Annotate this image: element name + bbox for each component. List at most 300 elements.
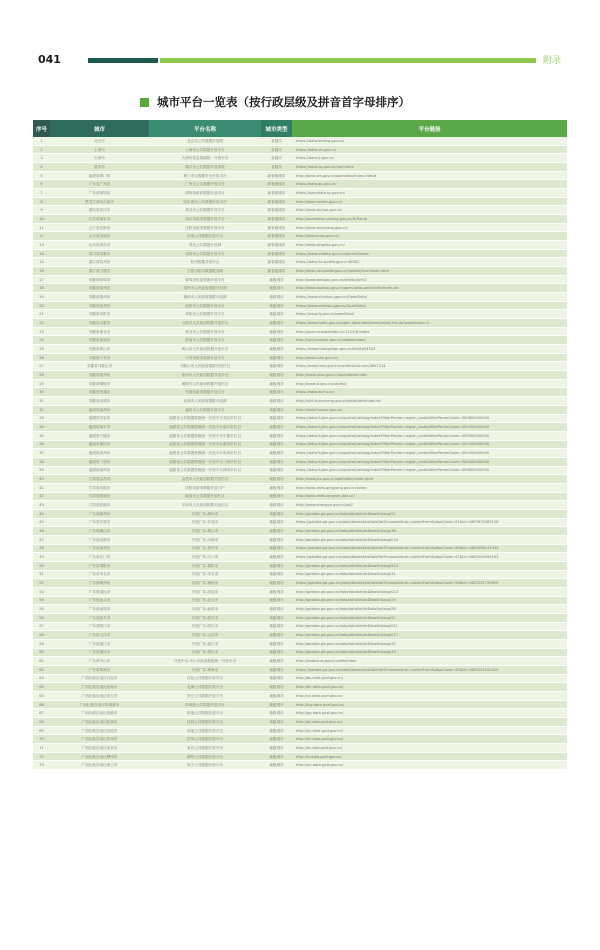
city-cell: 黑龙江省哈尔滨市: [50, 197, 149, 206]
table-row: [33, 518, 567, 527]
platform-link-cell[interactable]: http://gddata.gd.gov.cn/data/dataSet/toDataSet/app/57: [292, 613, 567, 622]
city-cell: 福建省厦门市: [50, 171, 149, 180]
platform-name-cell: 亳州市人民政府数据开放网: [149, 284, 261, 293]
platform-link-cell[interactable]: http://gddata.gd.gov.cn/data/dataSet/toDataSet/app/32: [292, 639, 567, 648]
platform-link-cell[interactable]: https://data.hz.zjzwfw.gov.cn:8082/: [292, 258, 567, 267]
city-type-cell: 地级城市: [261, 683, 292, 692]
city-cell: 广东省阳江市: [50, 622, 149, 631]
index-cell: 59: [33, 639, 50, 648]
table-row: [33, 492, 567, 501]
index-cell: 48: [33, 544, 50, 553]
platform-link-cell[interactable]: https://www.cddata.gov.cn/oportal/index: [292, 249, 567, 258]
table-row: [33, 648, 567, 657]
platform-link-cell[interactable]: http://www.ahsz.gov.cn/opendata/index: [292, 371, 567, 380]
index-cell: 72: [33, 752, 50, 761]
platform-name-cell: 福建省公共数据资源统一开放平台龙岩市栏目: [149, 414, 261, 423]
city-cell: 广西壮族自治区河池市: [50, 726, 149, 735]
platform-name-cell: 开放中山-中山市政府数据统一开放平台: [149, 657, 261, 666]
city-cell: 湖北省武汉市: [50, 206, 149, 215]
city-cell: 广西壮族自治区百色市: [50, 674, 149, 683]
city-cell: 广西壮族自治区贺州市: [50, 735, 149, 744]
city-cell: 安徽省亳州市: [50, 284, 149, 293]
platform-link-cell[interactable]: http://data.nb.zjzwfw.gov.cn/nbdata/fore/index.html: [292, 267, 567, 276]
index-cell: 34: [33, 423, 50, 432]
city-cell: 广东省云浮市: [50, 631, 149, 640]
city-cell: 广东省东莞市: [50, 518, 149, 527]
table-title-text: 城市平台一览表（按行政层级及拼音首字母排序）: [157, 95, 410, 109]
platform-name-cell: 来宾公共数据开放平台: [149, 744, 261, 753]
index-cell: 37: [33, 449, 50, 458]
table-row: [33, 284, 567, 293]
city-cell: 福建省漳州市: [50, 466, 149, 475]
platform-name-cell: 哈尔滨市公共数据开放平台: [149, 197, 261, 206]
platform-link-cell[interactable]: http://data.luan.gov.cn/: [292, 353, 567, 362]
platform-link-cell[interactable]: http://www.bengbu.gov.cn/site/tpl/4901: [292, 275, 567, 284]
platform-link-cell[interactable]: http://www.tl.gov.cn/site/tpl/: [292, 379, 567, 388]
index-cell: 55: [33, 605, 50, 614]
platform-link-cell[interactable]: https://data.tj.gov.cn/: [292, 154, 567, 163]
platform-link-cell[interactable]: http://data.qingdao.gov.cn/: [292, 241, 567, 250]
city-cell: 福建省泉州市: [50, 449, 149, 458]
platform-name-cell: 成都市公共数据开放平台: [149, 249, 261, 258]
table-row: [33, 544, 567, 553]
platform-name-cell: 开放广东-汕尾市: [149, 605, 261, 614]
city-type-cell: 地级城市: [261, 501, 292, 510]
table-row: [33, 744, 567, 753]
header-city: 城市: [50, 120, 149, 137]
platform-link-cell[interactable]: https://data.fujian.gov.cn/oportal/catalog/index?filterParam=region_code&filterParamCode=350400000000: [292, 457, 567, 466]
platform-link-cell[interactable]: http://gddata.gd.gov.cn/data/dataSet/toDataSet/app/510: [292, 561, 567, 570]
platform-link-cell[interactable]: https://www.chuzhou.gov.cn/OpenData/: [292, 293, 567, 302]
city-type-cell: 地级城市: [261, 414, 292, 423]
platform-link-cell[interactable]: http://cz.data.gxzf.gov.cn/: [292, 692, 567, 701]
platform-link-cell[interactable]: https://opendata.sz.gov.cn/: [292, 189, 567, 198]
platform-link-cell[interactable]: http://gddata.gd.gov.cn/data/dataSet/toDataSet/app/31: [292, 570, 567, 579]
city-type-cell: 地级城市: [261, 631, 292, 640]
index-cell: 18: [33, 284, 50, 293]
city-type-cell: 地级城市: [261, 327, 292, 336]
platform-name-cell: 广州市公共数据开放平台: [149, 180, 261, 189]
table-row: [33, 475, 567, 484]
platform-name-cell: 芜湖市政务数据开放平台: [149, 388, 261, 397]
platform-link-cell[interactable]: https://www.hefei.gov.cn/open-data-web/index/index-hfs.do?pageIndex=1: [292, 319, 567, 328]
table-row: [33, 501, 567, 510]
city-type-cell: 地级城市: [261, 648, 292, 657]
table-row: [33, 631, 567, 640]
city-type-cell: 地级城市: [261, 622, 292, 631]
index-cell: 23: [33, 327, 50, 336]
platform-link-cell[interactable]: http://hc.data.gxzf.gov.cn/: [292, 726, 567, 735]
index-cell: 11: [33, 223, 50, 232]
platform-link-cell[interactable]: http://gl.data.gxzf.gov.cn/: [292, 718, 567, 727]
city-type-cell: 地级城市: [261, 405, 292, 414]
platform-link-cell[interactable]: http://data.jinan.gov.cn/: [292, 232, 567, 241]
city-cell: 广东省中山市: [50, 657, 149, 666]
city-type-cell: 地级城市: [261, 692, 292, 701]
platform-name-cell: 滁州市人民政府数据开放网: [149, 293, 261, 302]
platform-link-cell[interactable]: http://gddata.gd.gov.cn/data/dataSet/toDataSet/app/013: [292, 587, 567, 596]
platform-link-cell[interactable]: http://fcg.data.gxzf.gov.cn/: [292, 700, 567, 709]
platform-name-cell: 深圳市政府数据开放平台: [149, 189, 261, 198]
city-type-cell: 地级城市: [261, 535, 292, 544]
city-cell: 安徽省蚌埠市: [50, 275, 149, 284]
platform-name-cell: 开放广东-云浮市: [149, 631, 261, 640]
city-type-cell: 副省级城市: [261, 215, 292, 224]
platform-link-cell[interactable]: http://opendata.nanjing.gov.cn/#/home: [292, 215, 567, 224]
index-cell: 60: [33, 648, 50, 657]
platform-link-cell[interactable]: https://data.wuhu.cn/: [292, 388, 567, 397]
table-row: [33, 596, 567, 605]
table-row: [33, 189, 567, 198]
city-type-cell: 副省级城市: [261, 197, 292, 206]
platform-link-cell[interactable]: https://data.beijing.gov.cn/: [292, 137, 567, 145]
index-cell: 47: [33, 535, 50, 544]
city-cell: 广东省珠海市: [50, 665, 149, 674]
platform-link-cell[interactable]: http://data.xm.gov.cn/opendata/index.html#: [292, 171, 567, 180]
city-cell: 甘肃省张掖市: [50, 501, 149, 510]
platform-link-cell[interactable]: http://zsdata.zs.gov.cn/web/index: [292, 657, 567, 666]
platform-link-cell[interactable]: https://data.fujian.gov.cn/oportal/catalog/index?filterParam=region_code&filterParamCode=350800000000: [292, 414, 567, 423]
city-cell: 福建省龙岩市: [50, 414, 149, 423]
city-type-cell: 地级城市: [261, 553, 292, 562]
city-cell: 广东省肇庆市: [50, 648, 149, 657]
index-cell: 36: [33, 440, 50, 449]
city-cell: 安徽省合肥市: [50, 319, 149, 328]
table-row: [33, 457, 567, 466]
index-cell: 16: [33, 267, 50, 276]
table-row: [33, 449, 567, 458]
city-type-cell: 副省级城市: [261, 267, 292, 276]
platform-link-cell[interactable]: https://gddata.gd.gov.cn/data/dataset/toDataSet?chooseValue=collectForm&deptCode=40&id=1663134292025: [292, 665, 567, 674]
header-index: 序号: [33, 120, 50, 137]
table-row: [33, 154, 567, 163]
platform-link-cell[interactable]: http://hz.data.gxzf.gov.cn/: [292, 735, 567, 744]
table-row: [33, 293, 567, 302]
platform-name-cell: 南宁公共数据开放平台: [149, 761, 261, 770]
table-row: [33, 692, 567, 701]
platform-link-cell[interactable]: http://www.jcs.gov.cn/opendata/index.html: [292, 475, 567, 484]
table-row: [33, 509, 567, 518]
table-row: [33, 622, 567, 631]
index-cell: 68: [33, 718, 50, 727]
city-type-cell: 副省级城市: [261, 206, 292, 215]
platform-link-cell[interactable]: http://gddata.gd.gov.cn/data/dataSet/toDataSet/app/011: [292, 622, 567, 631]
table-row: [33, 683, 567, 692]
platform-name-cell: 厦门市大数据安全开放平台: [149, 171, 261, 180]
index-cell: 69: [33, 726, 50, 735]
table-row: [33, 137, 567, 145]
platform-link-cell[interactable]: http://sjkf.xuancheng.gov.cn/data/dev/index.do: [292, 397, 567, 406]
index-cell: 58: [33, 631, 50, 640]
index-cell: 31: [33, 397, 50, 406]
platform-name-cell: 金昌市人民政府数据开放栏目: [149, 475, 261, 484]
table-row: [33, 423, 567, 432]
platform-link-cell[interactable]: http://lb.data.gxzf.gov.cn/: [292, 744, 567, 753]
platform-name-cell: 平凉市人民政府数据开放栏目: [149, 501, 261, 510]
city-type-cell: 地级城市: [261, 587, 292, 596]
platform-name-cell: 开放广东-惠州市: [149, 544, 261, 553]
platform-link-cell[interactable]: http://gg.data.gxzf.gov.cn/: [292, 709, 567, 718]
platform-link-cell[interactable]: http://gddata.gd.gov.cn/data/dataSet/toDataSet/app/51: [292, 509, 567, 518]
platform-link-cell[interactable]: http://gddata.gd.gov.cn/data/dataSet/toDataSet/app/59: [292, 605, 567, 614]
platform-link-cell[interactable]: https://www.mas.gov.cn/content/column/4697314: [292, 362, 567, 371]
city-platform-table: [33, 120, 567, 770]
platform-name-cell: 开放广东-梅州市: [149, 579, 261, 588]
city-cell: 广东省揭阳市: [50, 561, 149, 570]
city-type-cell: 地级城市: [261, 440, 292, 449]
platform-link-cell[interactable]: https://data.fujian.gov.cn/oportal/catalog/index?filterParam=region_code&filterParamCode=350600000000: [292, 466, 567, 475]
table-row: [33, 241, 567, 250]
platform-name-cell: 宁波市政务数据服务网: [149, 267, 261, 276]
index-cell: 44: [33, 509, 50, 518]
platform-link-cell[interactable]: https://gddata.gd.gov.cn/data/dataset/toDataSet?chooseValue=collectForm&deptCode=47&id=1663126595163: [292, 553, 567, 562]
city-cell: 北京市: [50, 137, 149, 145]
platform-link-cell[interactable]: http://data.zwfw.qingyang.gov.cn/index: [292, 483, 567, 492]
city-cell: 浙江省宁波市: [50, 267, 149, 276]
platform-name-cell: 重庆市公共数据开放系统: [149, 163, 261, 172]
city-type-cell: 地级城市: [261, 475, 292, 484]
index-cell: 63: [33, 674, 50, 683]
platform-name-cell: 福建省公共数据资源统一开放平台泉州市栏目: [149, 449, 261, 458]
platform-name-cell: 沈阳市政务数据开放平台: [149, 223, 261, 232]
city-type-cell: 地级城市: [261, 397, 292, 406]
index-cell: 8: [33, 197, 50, 206]
city-cell: 福建省三明市: [50, 457, 149, 466]
city-cell: 辽宁省沈阳市: [50, 223, 149, 232]
city-cell: 上海市: [50, 145, 149, 154]
city-cell: 广东省梅州市: [50, 579, 149, 588]
index-cell: 9: [33, 206, 50, 215]
table-row: [33, 145, 567, 154]
platform-name-cell: 开放广东-河源市: [149, 535, 261, 544]
index-cell: 50: [33, 561, 50, 570]
index-cell: 67: [33, 709, 50, 718]
platform-link-cell[interactable]: https://gddata.gd.gov.cn/data/dataset/toDataSet?chooseValue=collectForm&deptCode=56&id=1663132739629: [292, 579, 567, 588]
platform-link-cell[interactable]: https://www.fy.gov.cn/openData/: [292, 310, 567, 319]
index-cell: 29: [33, 379, 50, 388]
platform-link-cell[interactable]: https://www.chizhou.gov.cn/OpenData/: [292, 301, 567, 310]
city-cell: 福建省宁德市: [50, 431, 149, 440]
platform-name-cell: 福建省公共数据资源统一开放平台漳州市栏目: [149, 466, 261, 475]
city-cell: 广东省惠州市: [50, 544, 149, 553]
platform-name-cell: 济南公共数据开放平台: [149, 232, 261, 241]
index-cell: 41: [33, 483, 50, 492]
platform-link-cell[interactable]: http://www.zhangye.gov.cn/opl/: [292, 501, 567, 510]
platform-link-cell[interactable]: http://data.wuhan.gov.cn/: [292, 206, 567, 215]
platform-link-cell[interactable]: http://bh.data.gxzf.gov.cn/: [292, 683, 567, 692]
index-cell: 19: [33, 293, 50, 302]
city-cell: 广西壮族自治区崇左市: [50, 692, 149, 701]
platform-name-cell: 上海市公共数据开放平台: [149, 145, 261, 154]
square-bullet-icon: [140, 98, 149, 107]
index-cell: 40: [33, 475, 50, 484]
platform-name-cell: 陇南市公共数据开放栏目: [149, 492, 261, 501]
table-row: [33, 258, 567, 267]
table-row: [33, 379, 567, 388]
city-cell: 重庆市: [50, 163, 149, 172]
city-cell: 广东省汕尾市: [50, 605, 149, 614]
city-cell: 福建省莆田市: [50, 440, 149, 449]
platform-name-cell: 宣城市人民政府数据开放网: [149, 397, 261, 406]
index-cell: 56: [33, 613, 50, 622]
platform-name-cell: 贺州公共数据开放平台: [149, 735, 261, 744]
platform-name-cell: 开放广东-湛江市: [149, 639, 261, 648]
index-cell: 7: [33, 189, 50, 198]
table-body: [33, 137, 567, 770]
city-cell: 广东省汕头市: [50, 596, 149, 605]
platform-link-cell[interactable]: http://lz.data.gxzf.gov.cn/: [292, 752, 567, 761]
city-cell: 安徽省阜阳市: [50, 310, 149, 319]
table-row: [33, 709, 567, 718]
platform-link-cell[interactable]: https://gddata.gd.gov.cn/data/dataset/toDataSet?chooseValue=collectForm&deptCode=51&id=1687676369126: [292, 518, 567, 527]
platform-link-cell[interactable]: https://gddata.gd.gov.cn/data/dataset/toDataSet?chooseValue=collectForm&deptCode=50&id=1663136141933: [292, 544, 567, 553]
city-type-cell: 直辖市: [261, 154, 292, 163]
table-row: [33, 466, 567, 475]
header-rule-dark: [88, 58, 158, 63]
city-cell: 广东省韶关市: [50, 613, 149, 622]
index-cell: 30: [33, 388, 50, 397]
platform-name-cell: 六安市政务资源开放平台: [149, 353, 261, 362]
city-cell: 广东省潮州市: [50, 509, 149, 518]
table-row: [33, 431, 567, 440]
platform-link-cell[interactable]: http://data.fuzhou.gov.cn/: [292, 405, 567, 414]
city-cell: 福建省福州市: [50, 405, 149, 414]
table-row: [33, 232, 567, 241]
table-row: [33, 215, 567, 224]
city-cell: 安徽省黄山市: [50, 345, 149, 354]
platform-link-cell[interactable]: http://gddata.gd.gov.cn/data/dataSet/toDataSet/app/010: [292, 535, 567, 544]
platform-name-cell: 开放广东-阳江市: [149, 622, 261, 631]
city-type-cell: 直辖市: [261, 163, 292, 172]
table-row: [33, 700, 567, 709]
index-cell: 25: [33, 345, 50, 354]
city-type-cell: 地级城市: [261, 492, 292, 501]
table-row: [33, 570, 567, 579]
platform-name-cell: 开放广东-江门市: [149, 553, 261, 562]
city-cell: 安徽省六安市: [50, 353, 149, 362]
city-type-cell: 地级城市: [261, 293, 292, 302]
platform-link-cell[interactable]: https://data.fujian.gov.cn/oportal/catalog/index?filterParam=region_code&filterParamCode=350900000000: [292, 431, 567, 440]
index-cell: 71: [33, 744, 50, 753]
city-type-cell: 地级城市: [261, 379, 292, 388]
city-type-cell: 副省级城市: [261, 249, 292, 258]
index-cell: 15: [33, 258, 50, 267]
platform-link-cell[interactable]: http://data.harbin.gov.cn/: [292, 197, 567, 206]
platform-link-cell[interactable]: https://data.sh.gov.cn/: [292, 145, 567, 154]
table-row: [33, 336, 567, 345]
table-row: [33, 440, 567, 449]
city-cell: 广东省江门市: [50, 553, 149, 562]
platform-link-cell[interactable]: http://bs.data.gxzf.gov.cn/: [292, 674, 567, 683]
city-cell: 安徽省宣城市: [50, 397, 149, 406]
city-cell: 广东省河源市: [50, 535, 149, 544]
platform-name-cell: 福建省公共数据资源统一开放平台莆田市栏目: [149, 440, 261, 449]
platform-name-cell: 开放广东-珠海市: [149, 665, 261, 674]
index-cell: 13: [33, 241, 50, 250]
platform-link-cell[interactable]: https://data.fujian.gov.cn/oportal/catalog/index?filterParam=region_code&filterParamCode=350700000000: [292, 423, 567, 432]
platform-link-cell[interactable]: http://gddata.gd.gov.cn/data/dataSet/toDataSet/app/36: [292, 527, 567, 536]
table-row: [33, 579, 567, 588]
city-cell: 江苏省南京市: [50, 215, 149, 224]
platform-name-cell: 桂林公共数据开放平台: [149, 718, 261, 727]
table-row: [33, 249, 567, 258]
platform-link-cell[interactable]: http://sjzj.huainan.gov.cn/odweb/index: [292, 336, 567, 345]
table-row: [33, 397, 567, 406]
platform-name-cell: 铜陵市人民政府数据开放栏目: [149, 379, 261, 388]
platform-link-cell[interactable]: http://data.zwfw.longnan.gov.cn/: [292, 492, 567, 501]
table-row: [33, 587, 567, 596]
table-row: [33, 327, 567, 336]
city-cell: 安徽省铜陵市: [50, 379, 149, 388]
table-row: [33, 414, 567, 423]
city-type-cell: 地级城市: [261, 362, 292, 371]
platform-name-cell: 杭州数据开放平台: [149, 258, 261, 267]
platform-link-cell[interactable]: https://www.huangshan.gov.cn/site/tpl/4353: [292, 345, 567, 354]
platform-name-cell: 福州市公共数据开放平台: [149, 405, 261, 414]
city-cell: 安徽省马鞍山市: [50, 362, 149, 371]
city-cell: 安徽省淮南市: [50, 336, 149, 345]
city-type-cell: 地级城市: [261, 518, 292, 527]
platform-link-cell[interactable]: https://data.fujian.gov.cn/oportal/catalog/index?filterParam=region_code&filterParamCode=350300000000: [292, 440, 567, 449]
table-header-row: [33, 120, 567, 137]
city-cell: 广西壮族自治区来宾市: [50, 744, 149, 753]
platform-link-cell[interactable]: http://gddata.gd.gov.cn/data/dataSet/toDataSet/app/19: [292, 648, 567, 657]
city-type-cell: 副省级城市: [261, 223, 292, 232]
index-cell: 24: [33, 336, 50, 345]
city-type-cell: 地级城市: [261, 431, 292, 440]
platform-link-cell[interactable]: http://www.bozhou.gov.cn/open-data-web/index/index.do: [292, 284, 567, 293]
platform-link-cell[interactable]: http://nn.data.gxzf.gov.cn/: [292, 761, 567, 770]
city-type-cell: 地级城市: [261, 301, 292, 310]
city-type-cell: 地级城市: [261, 449, 292, 458]
platform-link-cell[interactable]: http://open.huaibeidata.cn:1123/#/index: [292, 327, 567, 336]
index-cell: 43: [33, 501, 50, 510]
platform-link-cell[interactable]: http://data.shenyang.gov.cn/: [292, 223, 567, 232]
platform-name-cell: 合肥市人民政府数据开放平台: [149, 319, 261, 328]
platform-link-cell[interactable]: http://gddata.gd.gov.cn/data/dataSet/toDataSet/app/017: [292, 631, 567, 640]
city-type-cell: 地级城市: [261, 284, 292, 293]
city-type-cell: 地级城市: [261, 310, 292, 319]
platform-name-cell: 福建省公共数据资源统一开放平台宁德市栏目: [149, 431, 261, 440]
index-cell: 39: [33, 466, 50, 475]
platform-name-cell: 福建省公共数据资源统一开放平台三明市栏目: [149, 457, 261, 466]
city-type-cell: 地级城市: [261, 275, 292, 284]
city-type-cell: 地级城市: [261, 744, 292, 753]
city-type-cell: 地级城市: [261, 561, 292, 570]
platform-name-cell: 阜阳市公共数据开放平台: [149, 310, 261, 319]
table-row: [33, 639, 567, 648]
table-row: [33, 171, 567, 180]
platform-name-cell: 百色公共数据开放平台: [149, 674, 261, 683]
platform-link-cell[interactable]: https://data.fujian.gov.cn/oportal/catalog/index?filterParam=region_code&filterParamCode=350500000000: [292, 449, 567, 458]
platform-link-cell[interactable]: https://data.cq.gov.cn/rop/home: [292, 163, 567, 172]
city-type-cell: 地级城市: [261, 570, 292, 579]
platform-name-cell: 开放广东-肇庆市: [149, 648, 261, 657]
table-row: [33, 735, 567, 744]
platform-link-cell[interactable]: https://data.gz.gov.cn/: [292, 180, 567, 189]
table-row: [33, 657, 567, 666]
city-cell: 甘肃省陇南市: [50, 492, 149, 501]
platform-name-cell: 防城港公共数据开放平台: [149, 700, 261, 709]
table-row: [33, 362, 567, 371]
platform-name-cell: 黄山市人民政府数据开放平台: [149, 345, 261, 354]
header-rule-green: [160, 58, 536, 63]
city-cell: 广东省深圳市: [50, 189, 149, 198]
table-row: [33, 388, 567, 397]
platform-link-cell[interactable]: http://gddata.gd.gov.cn/data/dataSet/toDataSet/app/29: [292, 596, 567, 605]
table-row: [33, 180, 567, 189]
index-cell: 35: [33, 431, 50, 440]
